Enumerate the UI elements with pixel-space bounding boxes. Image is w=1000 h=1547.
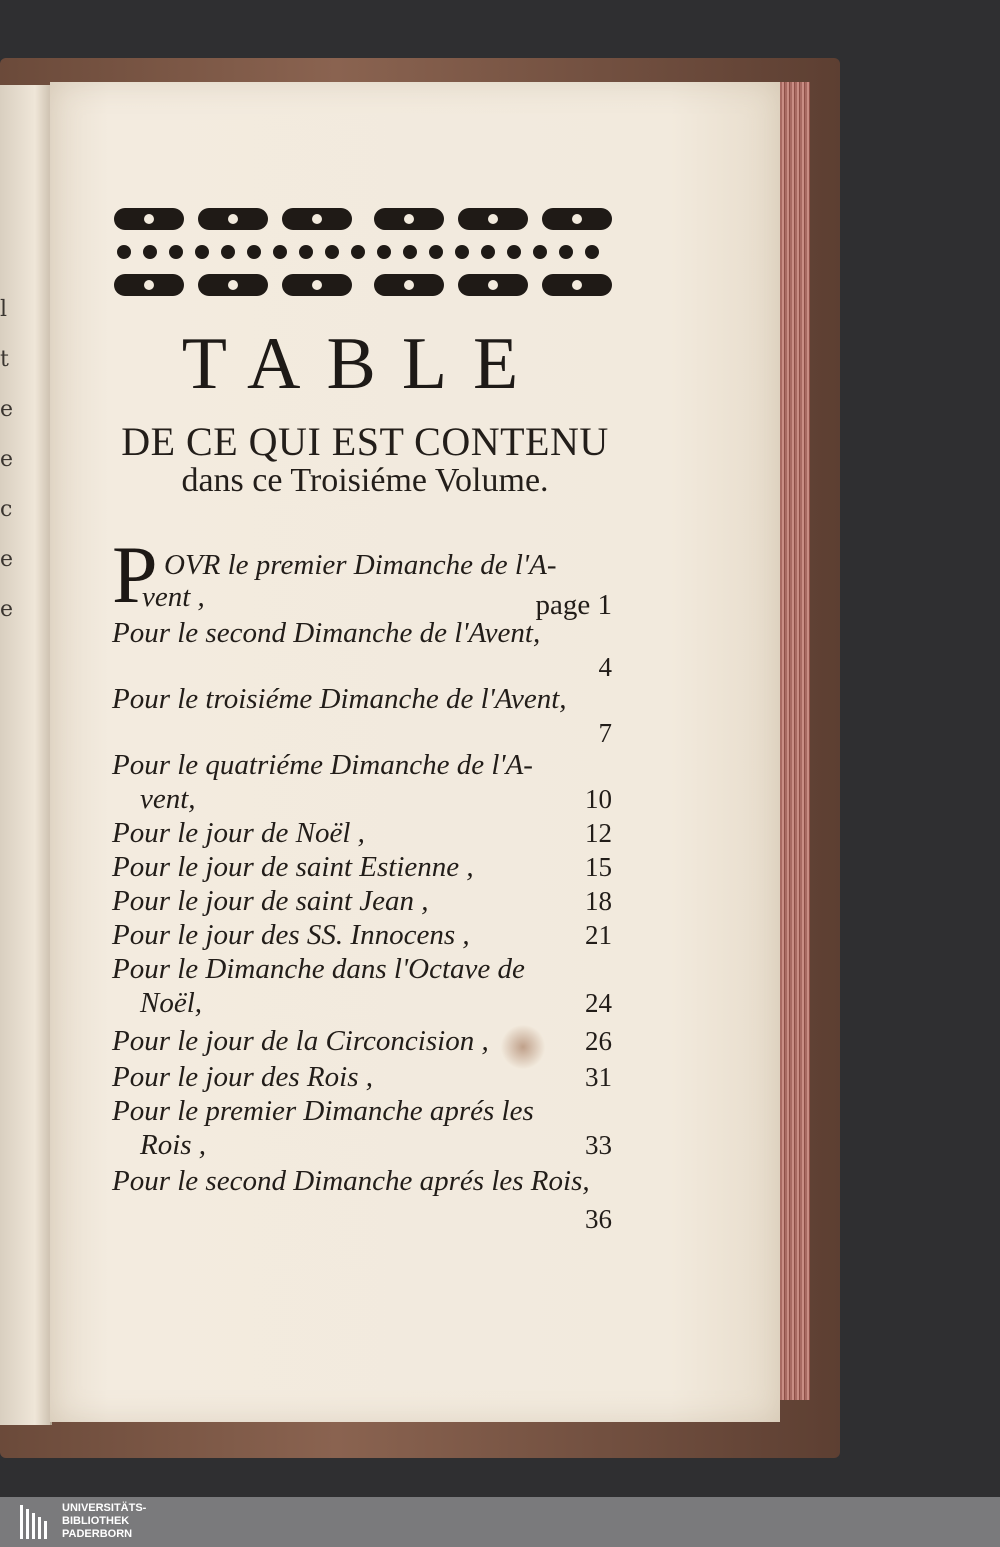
toc-entry [112,529,612,621]
toc-entry-page: 21 [585,920,612,950]
toc-entry-page: page 1 [535,589,612,621]
ornament-flower-row [117,245,599,259]
toc-entry [112,1164,612,1234]
toc-entry-page: 15 [585,852,612,882]
toc-entry [112,850,612,884]
toc-entry-text: Pour le premier Dimanche aprés les [112,1095,534,1127]
toc-entry [112,1094,612,1162]
toc-entry-page: 24 [585,988,612,1018]
library-logo-icon [20,1505,50,1539]
paper-stain [500,1025,546,1069]
library-name [62,1502,146,1541]
toc-entry-text: Pour le quatriéme Dimanche de l'A- [112,749,533,781]
toc-entry-page: 26 [585,1026,612,1056]
toc-entry-page: 33 [585,1130,612,1160]
toc-entry-text: Pour le second Dimanche de l'Avent, [112,617,541,649]
toc-entry [112,884,612,918]
toc-entry-text: Pour le second Dimanche aprés les Rois, [112,1165,590,1197]
toc-entry [112,952,612,1020]
dropcap: P [112,529,158,620]
library-name-line-1: UNIVERSITÄTS- [62,1502,147,1514]
toc-entry-page: 12 [585,818,612,848]
library-name-line-2: BIBLIOTHEK [62,1515,130,1527]
toc-entry-page: 10 [585,784,612,814]
toc-entry-continuation: Rois , [140,1129,207,1161]
toc-entry-page: 31 [585,1062,612,1092]
toc-entry-text: Pour le Dimanche dans l'Octave de [112,953,525,985]
ornament-band [112,204,614,300]
toc-entry [112,1060,612,1094]
toc-entry-text: Pour le jour des SS. Innocens , [112,919,470,951]
toc-entry-text: OVR le premier Dimanche de l'A- [164,549,557,581]
left-page-letters: l t e e c e e [0,297,14,622]
toc-entry [112,616,612,682]
toc-entry-continuation: vent, [140,783,196,815]
page-title: TABLE [181,323,545,405]
toc-entry-page: 36 [585,1204,612,1234]
toc-entry-text: Pour le jour de Noël , [112,817,365,849]
toc-entry-continuation: vent , [142,581,205,613]
toc-entry [112,682,612,748]
subtitle-line-2: dans ce Troisiéme Volume. [181,462,549,499]
page-fore-edge [780,82,810,1400]
toc-entry-text: Pour le troisiéme Dimanche de l'Avent, [112,683,567,715]
toc-entry-page: 18 [585,886,612,916]
toc-entry [112,918,612,952]
toc-entry-text: Pour le jour des Rois , [112,1061,373,1093]
ornament-scroll-row-bottom [114,274,612,296]
footer-bar [0,1497,1000,1547]
toc-entry-text: Pour le jour de la Circoncision , [112,1025,489,1057]
toc-entry [112,816,612,850]
subtitle-line-1: DE CE QUI EST CONTENU [121,419,609,464]
toc-entry-page: 4 [598,652,612,682]
toc-entry [112,748,612,816]
toc-entry-text: Pour le jour de saint Jean , [112,885,429,917]
toc-entry-text: Pour le jour de saint Estienne , [112,851,474,883]
library-name-line-3: PADERBORN [62,1528,133,1540]
left-page-edge [0,85,52,1425]
toc-entry-page: 7 [598,718,612,748]
ornament-scroll-row-top [114,208,612,230]
toc-entry-continuation: Noël, [140,987,203,1019]
